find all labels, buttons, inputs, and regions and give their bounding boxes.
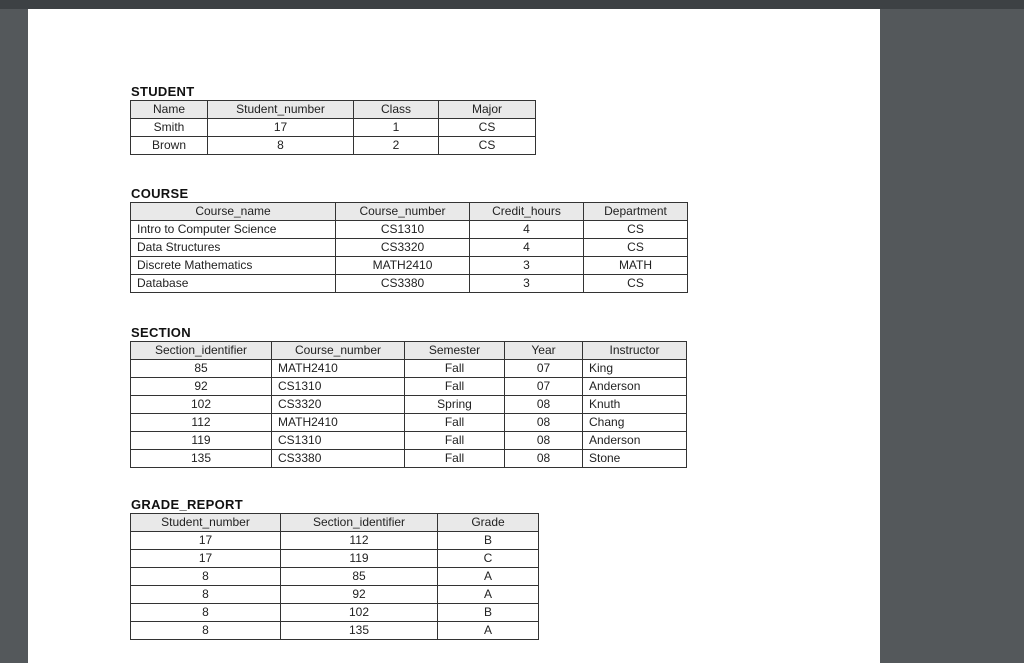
table-cell: 92 (281, 586, 438, 604)
table-cell: CS1310 (272, 432, 405, 450)
table-cell: 17 (208, 119, 354, 137)
course-table-block (130, 186, 688, 293)
table-cell: Fall (405, 414, 505, 432)
table-cell: 119 (281, 550, 438, 568)
table-row (131, 414, 687, 432)
table-cell: Chang (583, 414, 687, 432)
table-cell: C (438, 550, 539, 568)
table-cell: 17 (131, 550, 281, 568)
table-row (131, 532, 539, 550)
table-cell: 08 (505, 396, 583, 414)
column-header: Year (505, 342, 583, 360)
table-row (131, 119, 536, 137)
table-cell: CS (584, 239, 688, 257)
table-cell: 8 (131, 568, 281, 586)
table-cell: Brown (131, 137, 208, 155)
table-cell: A (438, 568, 539, 586)
table-cell: CS3380 (272, 450, 405, 468)
table-cell: Database (131, 275, 336, 293)
column-header: Class (354, 101, 439, 119)
table-cell: CS1310 (272, 378, 405, 396)
table-cell: CS (439, 119, 536, 137)
table-row (131, 568, 539, 586)
table-cell: 135 (281, 622, 438, 640)
table-cell: B (438, 532, 539, 550)
table-cell: Fall (405, 450, 505, 468)
column-header: Section_identifier (281, 514, 438, 532)
column-header: Student_number (131, 514, 281, 532)
table-cell: 3 (470, 257, 584, 275)
table-cell: A (438, 622, 539, 640)
table-row (131, 432, 687, 450)
table-cell: Spring (405, 396, 505, 414)
document-page (28, 9, 880, 663)
table-cell: Fall (405, 432, 505, 450)
column-header: Major (439, 101, 536, 119)
table-cell: Fall (405, 360, 505, 378)
table-cell: CS1310 (336, 221, 470, 239)
table-cell: Anderson (583, 432, 687, 450)
table-cell: 08 (505, 432, 583, 450)
table-cell: 4 (470, 221, 584, 239)
table-row (131, 239, 688, 257)
table-cell: CS3320 (336, 239, 470, 257)
table-row (131, 137, 536, 155)
table-row (131, 257, 688, 275)
table-cell: CS (439, 137, 536, 155)
table-cell: CS3320 (272, 396, 405, 414)
table-cell: Intro to Computer Science (131, 221, 336, 239)
table-row (131, 550, 539, 568)
table-row (131, 622, 539, 640)
table-cell: MATH (584, 257, 688, 275)
table-cell: 85 (131, 360, 272, 378)
column-header: Course_number (336, 203, 470, 221)
table-cell: Data Structures (131, 239, 336, 257)
student-table-block (130, 84, 536, 155)
column-header: Instructor (583, 342, 687, 360)
table-cell: MATH2410 (272, 360, 405, 378)
table-cell: B (438, 604, 539, 622)
table-row (131, 360, 687, 378)
table-cell: 4 (470, 239, 584, 257)
table-cell: Anderson (583, 378, 687, 396)
grade-report-table (130, 513, 539, 640)
table-cell: 08 (505, 450, 583, 468)
table-cell: 2 (354, 137, 439, 155)
column-header: Course_number (272, 342, 405, 360)
table-cell: 112 (281, 532, 438, 550)
table-title: SECTION (131, 325, 191, 340)
table-title: COURSE (131, 186, 189, 201)
table-cell: 92 (131, 378, 272, 396)
table-cell: 102 (281, 604, 438, 622)
table-row (131, 450, 687, 468)
column-header: Department (584, 203, 688, 221)
table-cell: Smith (131, 119, 208, 137)
column-header: Section_identifier (131, 342, 272, 360)
table-cell: 07 (505, 360, 583, 378)
student-table (130, 100, 536, 155)
table-row (131, 396, 687, 414)
table-title: GRADE_REPORT (131, 497, 243, 512)
column-header: Course_name (131, 203, 336, 221)
column-header: Name (131, 101, 208, 119)
table-cell: CS3380 (336, 275, 470, 293)
section-table-block (130, 325, 687, 468)
table-cell: 3 (470, 275, 584, 293)
table-cell: 07 (505, 378, 583, 396)
table-cell: 8 (131, 622, 281, 640)
column-header: Credit_hours (470, 203, 584, 221)
table-row (131, 586, 539, 604)
table-row (131, 604, 539, 622)
table-cell: 85 (281, 568, 438, 586)
table-cell: 08 (505, 414, 583, 432)
table-cell: Knuth (583, 396, 687, 414)
table-cell: Stone (583, 450, 687, 468)
table-title: STUDENT (131, 84, 195, 99)
table-cell: 119 (131, 432, 272, 450)
viewer-top-bar (0, 0, 1024, 9)
table-cell: 17 (131, 532, 281, 550)
table-cell: 8 (131, 604, 281, 622)
course-table (130, 202, 688, 293)
section-table (130, 341, 687, 468)
column-header: Semester (405, 342, 505, 360)
table-cell: 1 (354, 119, 439, 137)
table-cell: 102 (131, 396, 272, 414)
table-cell: 135 (131, 450, 272, 468)
table-row (131, 378, 687, 396)
table-cell: 8 (208, 137, 354, 155)
table-cell: MATH2410 (272, 414, 405, 432)
grade-report-table-block (130, 497, 539, 640)
table-cell: King (583, 360, 687, 378)
table-cell: CS (584, 221, 688, 239)
column-header: Grade (438, 514, 539, 532)
table-row (131, 221, 688, 239)
table-cell: A (438, 586, 539, 604)
table-cell: CS (584, 275, 688, 293)
table-cell: 112 (131, 414, 272, 432)
table-cell: Discrete Mathematics (131, 257, 336, 275)
table-row (131, 275, 688, 293)
table-cell: MATH2410 (336, 257, 470, 275)
column-header: Student_number (208, 101, 354, 119)
table-cell: 8 (131, 586, 281, 604)
table-cell: Fall (405, 378, 505, 396)
